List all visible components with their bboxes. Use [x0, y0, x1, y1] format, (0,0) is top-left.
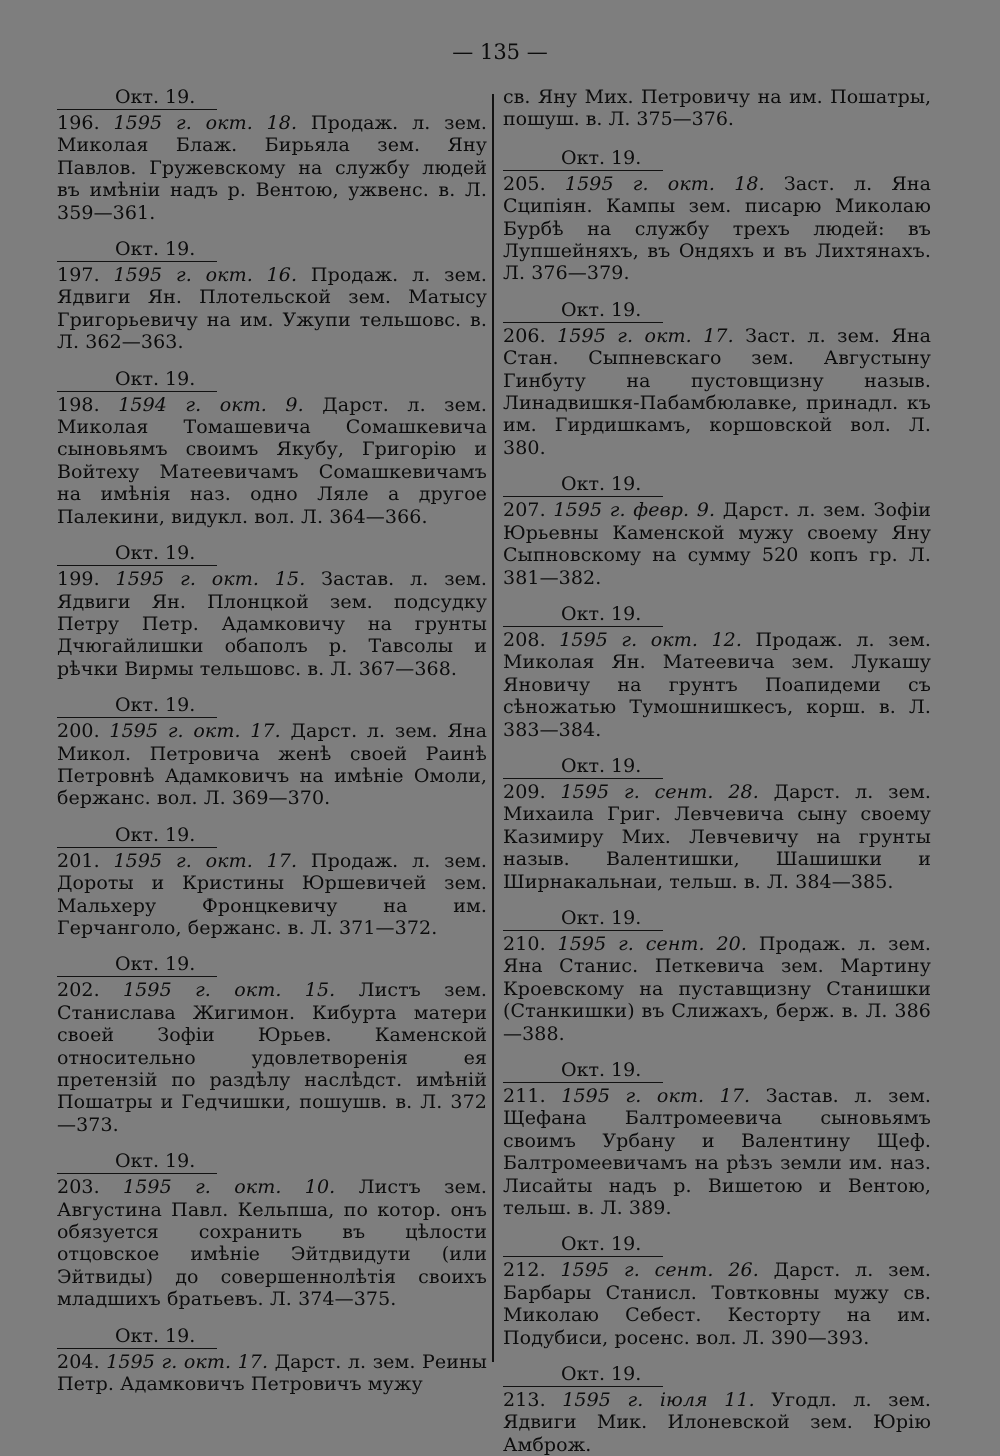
- entry-number: 207.: [503, 499, 546, 522]
- entry-year: 1595 г. іюля 11.: [562, 1389, 755, 1412]
- entry-text: [503, 1389, 931, 1456]
- entry-body: Дарст. л. зем. Яна Микол. Петровича женѣ своей Раинѣ Петровнѣ Адамковичъ на имѣніе Омоли, бержанс. вол. Л. 369—370.: [57, 720, 488, 810]
- entry-date: Окт. 19.: [57, 953, 217, 977]
- entry-number: 196.: [57, 112, 100, 134]
- entry-number: 206.: [503, 324, 546, 347]
- entry-text: [503, 173, 931, 285]
- entry-text: [57, 1351, 487, 1396]
- entry-date: Окт. 19.: [503, 1233, 663, 1257]
- entry-number: 212.: [503, 1259, 546, 1282]
- register-entry: [57, 680, 487, 810]
- entry-body: Застав. л. зем. Щефана Балтромеевича сыновьямъ своимъ Урбану и Валентину Щеф. Балтромеевичамъ на рѣзъ земли им. наз. Лисайты надъ р. Вишетою и Вентою, тельш. в. Л. 389.: [503, 1085, 931, 1220]
- entry-date: Окт. 19.: [503, 755, 663, 779]
- entry-text: [57, 394, 487, 528]
- register-entry: [503, 459, 931, 589]
- entry-number: 203.: [57, 1176, 100, 1199]
- register-entry: [503, 893, 931, 1045]
- entry-year: 1595 г. окт. 17.: [109, 720, 281, 743]
- register-entry: [503, 1219, 931, 1349]
- entry-year: 1595 г. сент. 26.: [560, 1259, 759, 1282]
- entry-date: Окт. 19.: [57, 824, 217, 848]
- entry-text: [503, 499, 931, 589]
- register-entry: [57, 810, 487, 940]
- register-entry: [57, 939, 487, 1136]
- entry-year: 1595 г. окт. 16.: [113, 264, 298, 287]
- register-entry: [503, 147, 931, 285]
- entry-date: Окт. 19.: [57, 368, 217, 392]
- entry-number: 210.: [503, 932, 546, 955]
- entry-date: Окт. 19.: [503, 1059, 663, 1083]
- entry-number: 202.: [57, 979, 100, 1002]
- entry-text: [57, 264, 487, 354]
- entry-year: 1595 г. окт. 17.: [106, 1350, 269, 1373]
- column-divider: [492, 94, 494, 1362]
- register-entry: [503, 285, 931, 459]
- entry-date: Окт. 19.: [503, 473, 663, 497]
- entry-year: 1595 г. окт. 17.: [557, 324, 734, 347]
- entry-body: Дарст. л. зем. Барбары Станисл. Товтковны мужу св. Миколаю Себест. Кесторту на им. Подубиси, росенс. вол. Л. 390—393.: [503, 1259, 931, 1349]
- entry-body: Дарст. л. зем. Реины Петр. Адамковичъ Петровичъ мужу: [57, 1350, 488, 1396]
- entry-text: [57, 568, 487, 680]
- entry-text: [57, 1176, 487, 1310]
- register-entry: [503, 589, 931, 741]
- entry-body: Продаж. л. зем. Миколая Блаж. Бирьяла зем. Яну Павлов. Гружевскому на службу людей въ имѣніи надъ р. Вентою, ужвенс. в. Л. 359—361.: [57, 112, 487, 224]
- entry-year: 1595 г. сент. 28.: [560, 780, 759, 803]
- entry-body: Дарст. л. зем. Миколая Томашевича Сомашкевича сыновьямъ своимъ Якубу, Григорію и Войтеху Матеевичамъ Сомашкевичамъ на имѣнія наз. одно Ляле а другое Палекини, видукл. вол. Л. 364—366.: [57, 393, 488, 528]
- continuation-text: св. Яну Мих. Петровичу на им. Пошатры, пошуш. в. Л. 375—376.: [503, 86, 931, 131]
- entry-number: 201.: [57, 849, 100, 872]
- right-column: [503, 86, 931, 1456]
- entry-year: 1595 г. окт. 17.: [113, 849, 298, 872]
- entry-number: 197.: [57, 264, 100, 287]
- entry-date: Окт. 19.: [503, 299, 663, 323]
- entry-year: 1595 г. окт. 17.: [561, 1085, 751, 1107]
- entry-text: [503, 1259, 931, 1349]
- entry-text: [57, 979, 487, 1136]
- entry-year: 1595 г. окт. 12.: [559, 628, 742, 651]
- entry-text: [57, 720, 487, 810]
- entry-date: Окт. 19.: [503, 603, 663, 627]
- entry-date: Окт. 19.: [57, 1150, 217, 1174]
- register-entry: [503, 741, 931, 893]
- entry-date: Окт. 19.: [57, 1325, 217, 1349]
- page-number: — 135 —: [452, 40, 548, 64]
- entry-year: 1595 г. окт. 18.: [564, 172, 765, 195]
- entry-number: 200.: [57, 720, 100, 743]
- entry-body: Продаж. л. зем. Дороты и Кристины Юршевичей зем. Мальхеру Фронцкевичу на им. Герчанголо, бержанс. в. Л. 371—372.: [57, 849, 487, 939]
- register-entry: [57, 528, 487, 680]
- entry-number: 213.: [503, 1389, 546, 1412]
- entry-text: [57, 850, 487, 940]
- left-column: [57, 86, 487, 1395]
- entry-text: [503, 1085, 931, 1219]
- entry-body: Продаж. л. зем. Миколая Ян. Матеевича зем. Лукашу Яновичу на грунтъ Поапидеми съ сѣножатью Тумошнишкесъ, корш. в. Л. 383—384.: [503, 628, 931, 741]
- entry-year: 1595 г. окт. 15.: [123, 979, 336, 1002]
- entry-body: Заст. л. Яна Сципіян. Кампы зем. писарю Миколаю Бурбѣ на службу трехъ людей: въ Лупшейняхъ, въ Ондяхъ и въ Лихтянахъ. Л. 376—379.: [503, 172, 932, 285]
- entry-number: 204.: [57, 1350, 100, 1373]
- entry-year: 1594 г. окт. 9.: [118, 393, 304, 416]
- entry-body: Застав. л. зем. Ядвиги Ян. Плонцкой зем. подсудку Петру Петр. Адамковичу на грунты Дчюгайлишки обаполъ р. Тавсолы и рѣчки Вирмы тельшовс. в. Л. 367—368.: [57, 568, 488, 680]
- entry-number: 199.: [57, 568, 100, 591]
- entry-text: [57, 112, 487, 224]
- entry-body: Продаж. л. зем. Ядвиги Ян. Плотельской зем. Матысу Григорьевичу на им. Ужупи тельшовс. в. Л. 362—363.: [57, 264, 487, 354]
- entry-body: Дарст. л. зем. Михаила Григ. Левчевича сыну своему Казимиру Мих. Левчевичу на грунты назыв. Валентишки, Шашишки и Ширнакальнаи, тельш. в. Л. 384—385.: [503, 780, 931, 893]
- entry-body: Листъ зем. Августина Павл. Кельпша, по котор. онъ обязуется сохранить въ цѣлости отцовское имѣніе Эйтдвидути (или Эйтвиды) до совершеннолѣтія своихъ младшихъ братьевъ. Л. 374—375.: [57, 1176, 487, 1311]
- entry-year: 1595 г. окт. 10.: [123, 1176, 336, 1199]
- entry-year: 1595 г. окт. 18.: [113, 112, 298, 134]
- register-entry: [57, 1136, 487, 1310]
- entry-body: Заст. л. зем. Яна Стан. Сыпневскаго зем. Августыну Гинбуту на пустовщизну назыв. Линадвишкя-Пабамбюлавке, принадл. къ им. Гирдишкамъ, коршовской вол. Л. 380.: [503, 324, 932, 459]
- entry-date: Окт. 19.: [503, 147, 663, 171]
- entry-number: 211.: [503, 1085, 546, 1107]
- register-entry: [503, 1349, 931, 1456]
- entry-body: Дарст. л. зем. Зофіи Юрьевны Каменской мужу своему Яну Сыпновскому на сумму 520 копъ гр. Л. 381—382.: [503, 499, 932, 589]
- register-entry: [503, 1045, 931, 1219]
- entry-body: Листъ зем. Станислава Жигимон. Кибурта матери своей Зофіи Юрьев. Каменской относительно удовлетворенія ея претензій по раздѣлу наслѣдст. имѣній Пошатры и Гедчишки, пошушв. в. Л. 372—373.: [57, 979, 487, 1136]
- entry-date: Окт. 19.: [57, 238, 217, 262]
- entry-body: Угодл. л. зем. Ядвиги Мик. Илоневской зем. Юрію Амброж.: [503, 1389, 931, 1456]
- entry-number: 209.: [503, 780, 546, 803]
- entry-year: 1595 г. сент. 20.: [557, 932, 748, 955]
- entry-date: Окт. 19.: [57, 86, 217, 110]
- entry-date: Окт. 19.: [503, 1363, 663, 1387]
- entry-text: [503, 781, 931, 893]
- register-entry: [57, 354, 487, 528]
- entry-text: [503, 325, 931, 459]
- entry-number: 205.: [503, 172, 546, 195]
- entry-text: [503, 933, 931, 1045]
- register-entry: [57, 86, 487, 224]
- entry-year: 1595 г. окт. 15.: [115, 568, 306, 591]
- entry-number: 208.: [503, 628, 546, 651]
- register-entry: [57, 1311, 487, 1396]
- entry-year: 1595 г. февр. 9.: [553, 499, 716, 522]
- entry-date: Окт. 19.: [57, 542, 217, 566]
- entry-date: Окт. 19.: [503, 907, 663, 931]
- register-entry: [57, 224, 487, 354]
- entry-text: [503, 629, 931, 741]
- entry-body: Продаж. л. зем. Яна Станис. Петкевича зем. Мартину Кроевскому на пуставщизну Станишки (Станкишки) въ Слижахъ, берж. в. Л. 386—388.: [503, 932, 931, 1045]
- entry-number: 198.: [57, 393, 100, 416]
- entry-date: Окт. 19.: [57, 694, 217, 718]
